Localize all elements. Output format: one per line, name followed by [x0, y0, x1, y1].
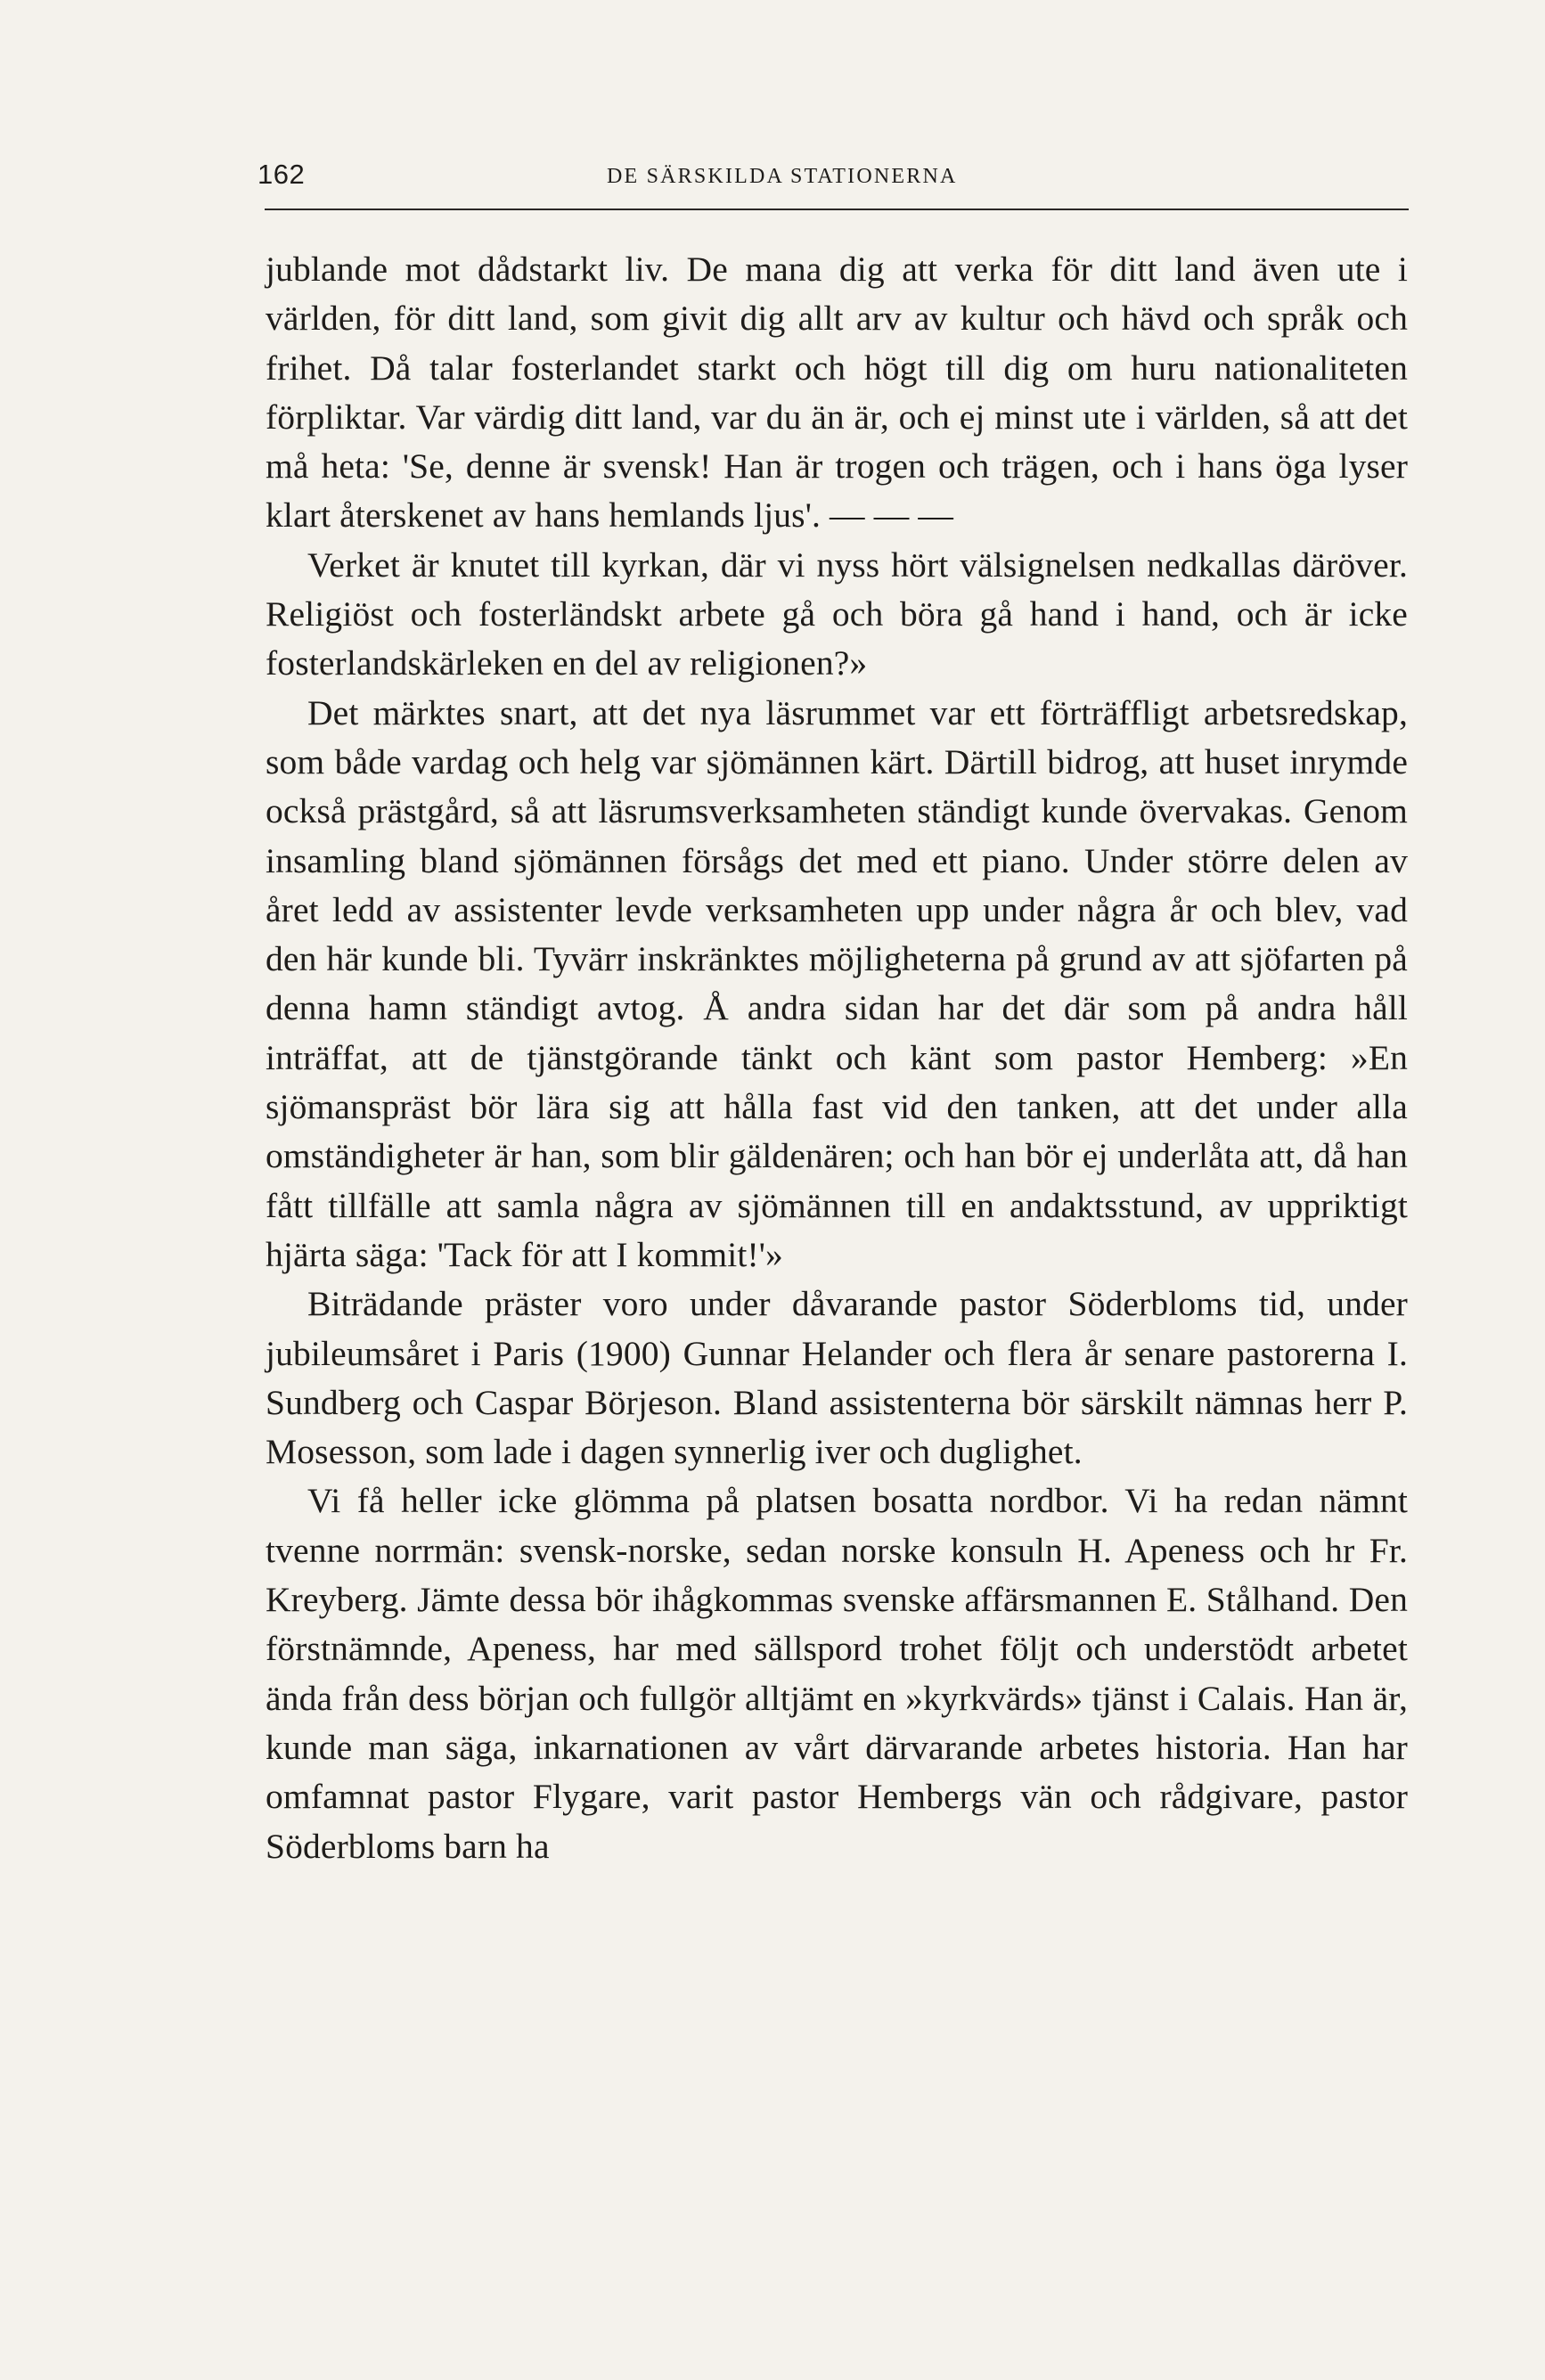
paragraph: jublande mot dådstarkt liv. De mana dig att verka för ditt land även ute i världen, för ditt land, som givit dig allt arv av kultur och hävd och språk och frihet. Då talar fosterlandet starkt och högt till dig om huru nationaliteten förpliktar. Var värdig ditt land, var du än är, och ej minst ute i världen, så att det må heta: 'Se, denne är svensk! Han är trogen och trägen, och i hans öga lyser klart återskenet av hans hemlands ljus'. — — —	[266, 249, 1408, 536]
header-rule	[265, 209, 1409, 210]
paragraph: Det märktes snart, att det nya läsrummet var ett förträffligt arbetsredskap, som både vardag och helg var sjömännen kärt. Därtill bidrog, att huset inrymde också prästgård, så att läsrumsverksamheten ständigt kunde övervakas. Genom insamling bland sjömännen försågs det med ett piano. Under större delen av året ledd av assistenter levde verksamheten upp under några år och blev, vad den här kunde bli. Tyvärr inskränktes möjligheterna på grund av att sjöfarten på denna hamn ständigt avtog. Å andra sidan har det där som på andra håll inträffat, att de tjänstgörande tänkt och känt som pastor Hemberg: »En sjömanspräst bör lära sig att hålla fast vid den tanken, att det under alla omständigheter är han, som blir gäldenären; och han bör ej underlåta att, då han fått tillfälle att samla några av sjömännen till en andaktsstund, av uppriktigt hjärta säga: 'Tack för att I kommit!'»	[266, 692, 1408, 1274]
paragraph: Vi få heller icke glömma på platsen bosatta nordbor. Vi ha redan nämnt tvenne norrmän: svensk-norske, sedan norske konsuln H. Apeness och hr Fr. Kreyberg. Jämte dessa bör ihågkommas svenske affärsmannen E. Stålhand. Den förstnämnde, Apeness, har med sällspord trohet följt och understödt arbetet ända från dess början och fullgör alltjämt en »kyrkvärds» tjänst i Calais. Han är, kunde man säga, inkarnationen av vårt därvarande arbetes historia. Han har omfamnat pastor Flygare, varit pastor Hembergs vän och rådgivare, pastor Söderbloms barn ha	[266, 1481, 1408, 1866]
running-head: DE SÄRSKILDA STATIONERNA	[607, 165, 958, 188]
paragraph: Verket är knutet till kyrkan, där vi nyss hört välsignelsen nedkallas däröver. Religiöst och fosterländskt arbete gå och böra gå hand i hand, och är icke fosterlandskärleken en del av religionen?»	[266, 544, 1408, 683]
page-number: 162	[258, 159, 306, 190]
page-header	[258, 159, 1416, 198]
paragraph: Biträdande präster voro under dåvarande pastor Söderbloms tid, under jubileumsåret i Paris (1900) Gunnar Helander och flera år senare pastorerna I. Sundberg och Caspar Börjeson. Bland assistenterna bör särskilt nämnas herr P. Mosesson, som lade i dagen synnerlig iver och duglighet.	[266, 1284, 1408, 1472]
body-text	[266, 245, 1408, 1871]
